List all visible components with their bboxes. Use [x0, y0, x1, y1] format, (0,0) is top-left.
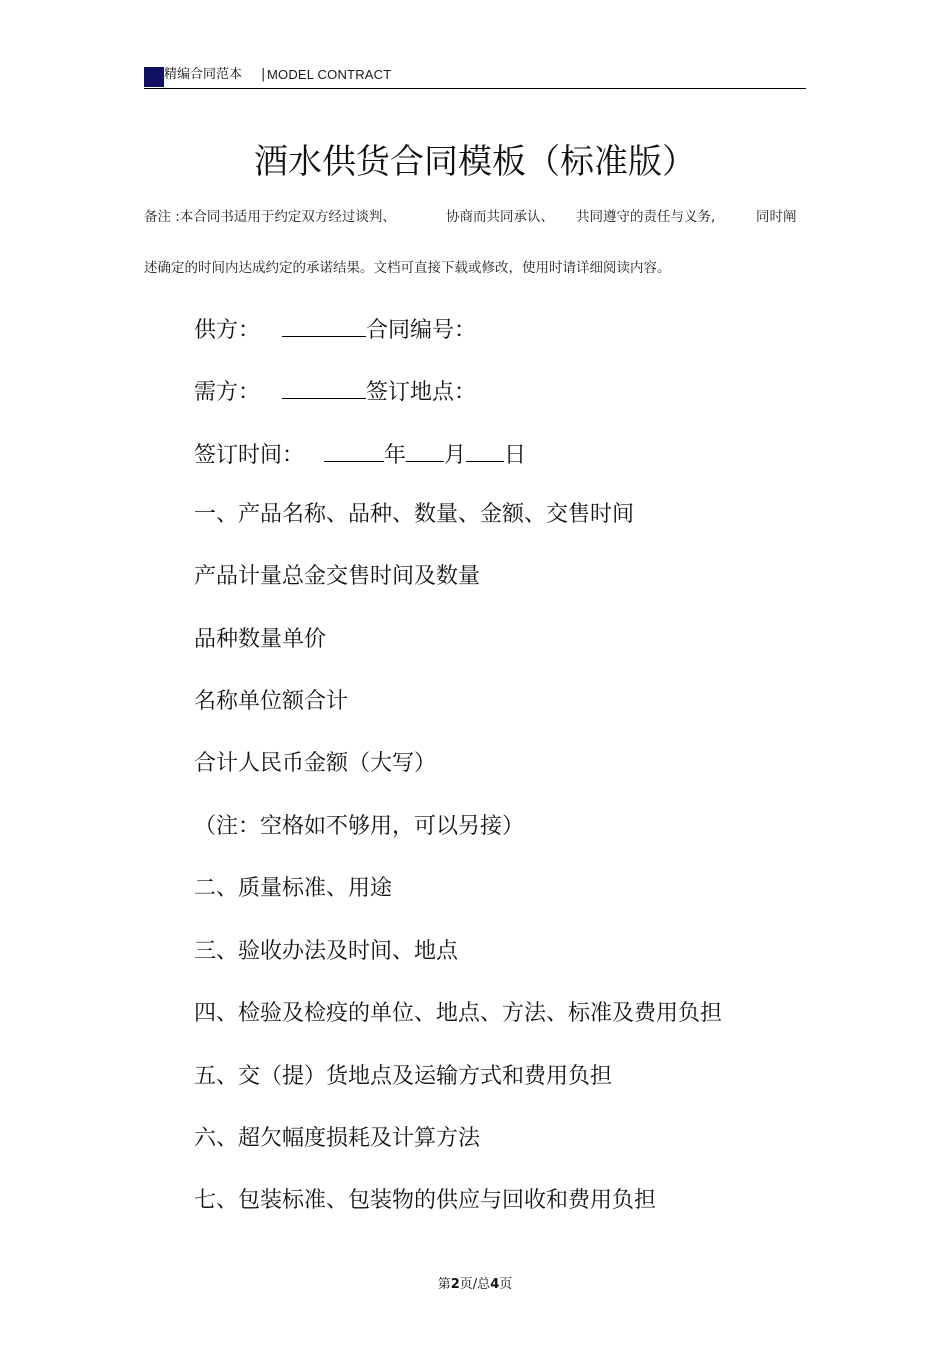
- supplier-line: [194, 314, 476, 345]
- year-label: 年: [384, 443, 407, 468]
- body-line: 产品计量总金交售时间及数量: [194, 564, 481, 589]
- day-label: 日: [504, 443, 527, 468]
- header-label-en: MODEL CONTRACT: [267, 67, 392, 82]
- section-3-heading: 三、验收办法及时间、地点: [194, 939, 459, 964]
- month-blank[interactable]: [406, 439, 444, 462]
- note-segment-4: 同时阐: [756, 209, 797, 225]
- sign-time-line: [194, 439, 526, 470]
- header-label: 精编合同范本: [164, 67, 243, 82]
- note-segment-3: 共同遵守的责任与义务,: [576, 209, 716, 225]
- section-5-heading: 五、交（提）货地点及运输方式和费用负担: [194, 1064, 613, 1089]
- document-title: 酒水供货合同模板（标准版）: [254, 142, 696, 182]
- year-blank[interactable]: [324, 439, 384, 462]
- page-header: [144, 66, 806, 89]
- buyer-line: [194, 376, 476, 407]
- month-label: 月: [444, 443, 467, 468]
- sign-place-label: 签订地点：: [366, 380, 477, 405]
- note-segment-1: 备注 :本合同书适用于约定双方经过谈判、: [144, 209, 396, 225]
- body-line: （注：空格如不够用，可以另接）: [194, 814, 525, 839]
- body-line: 合计人民币金额（大写）: [194, 751, 437, 776]
- day-blank[interactable]: [466, 439, 504, 462]
- footer-prefix: 第: [437, 1277, 451, 1292]
- section-1-heading: 一、产品名称、品种、数量、金额、交售时间: [194, 502, 635, 527]
- section-6-heading: 六、超欠幅度损耗及计算方法: [194, 1126, 481, 1151]
- buyer-label: 需方：: [194, 380, 261, 405]
- body-line: 品种数量单价: [194, 627, 327, 652]
- supplier-label: 供方：: [194, 318, 261, 343]
- section-7-heading: 七、包装标准、包装物的供应与回收和费用负担: [194, 1188, 657, 1213]
- note-segment-2: 协商而共同承认、: [446, 209, 554, 225]
- body-line: 名称单位额合计: [194, 689, 349, 714]
- buyer-blank[interactable]: [282, 376, 366, 399]
- supplier-blank[interactable]: [282, 314, 366, 337]
- contract-no-label: 合同编号：: [366, 318, 477, 343]
- footer-total-pages: 4: [490, 1277, 500, 1292]
- section-4-heading: 四、检验及检疫的单位、地点、方法、标准及费用负担: [194, 1001, 723, 1026]
- note-line-2: 述确定的时间内达成约定的承诺结果。文档可直接下载或修改，使用时请详细阅读内容。: [144, 260, 671, 276]
- footer-page-number: 2: [450, 1277, 460, 1292]
- page-footer: [0, 1276, 950, 1294]
- footer-suffix: 页: [499, 1277, 513, 1292]
- footer-mid: 页/总: [459, 1277, 491, 1292]
- header-separator: |: [261, 67, 266, 82]
- section-2-heading: 二、质量标准、用途: [194, 876, 393, 901]
- header-logo-icon: [144, 67, 164, 87]
- sign-time-label: 签订时间：: [194, 443, 305, 468]
